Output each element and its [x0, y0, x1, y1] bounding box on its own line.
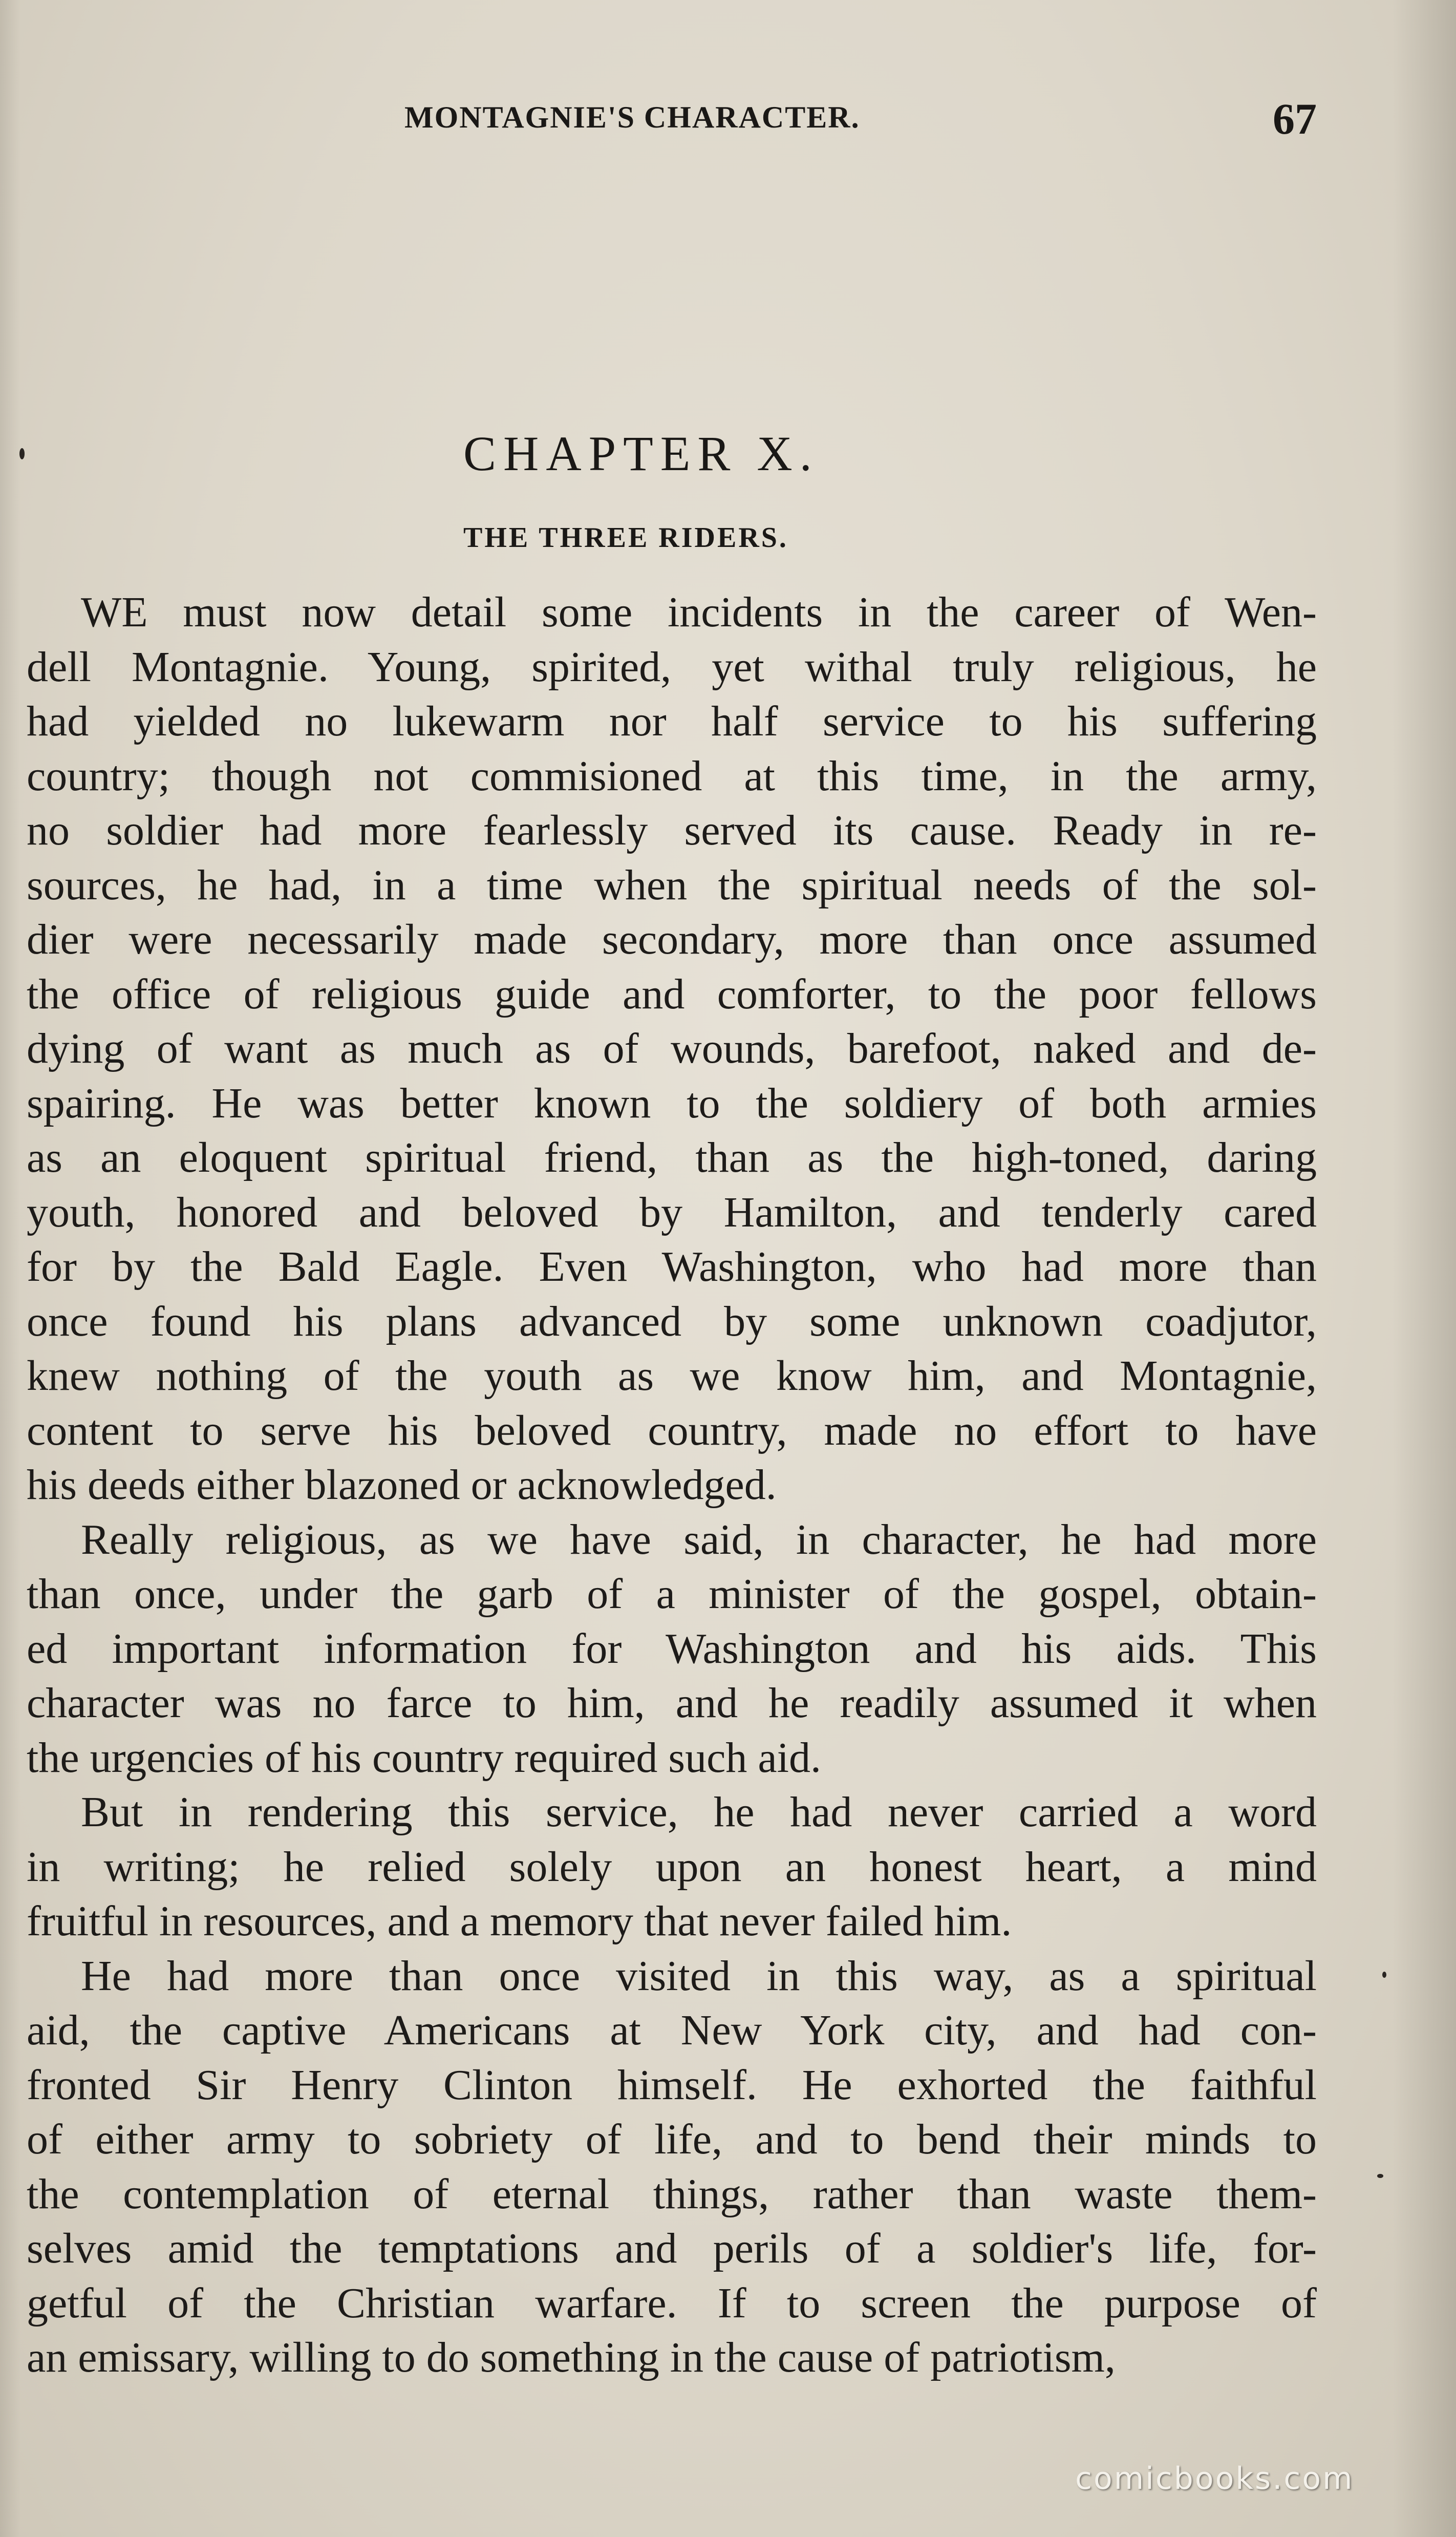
page-number: 67 [1273, 94, 1317, 143]
ink-speck [1377, 2174, 1383, 2178]
text-line: country; though not commisioned at this time, in the army, [27, 752, 1317, 800]
text-line: as an eloquent spiritual friend, than as the high-toned, daring [27, 1134, 1317, 1181]
ink-speck [19, 448, 25, 459]
text-line: content to serve his beloved country, made no effort to have [27, 1406, 1317, 1454]
text-line: ed important information for Washington and his aids. This [27, 1624, 1317, 1673]
paragraph [27, 585, 1317, 1513]
chapter-title: CHAPTER X. [463, 426, 819, 481]
paragraph [27, 1949, 1317, 2385]
paragraph [27, 1785, 1317, 1949]
text-line: character was no farce to him, and he readily assumed it when [27, 1679, 1317, 1727]
text-line: dying of want as much as of wounds, barefoot, naked and de- [27, 1025, 1317, 1072]
text-line: the office of religious guide and comforter, to the poor fellows [27, 970, 1317, 1018]
text-line: once found his plans advanced by some unknown coadjutor, [27, 1297, 1317, 1345]
text-line: spairing. He was better known to the soldiery of both armies [27, 1079, 1317, 1127]
page-edge-shadow-left [0, 0, 20, 2537]
text-line: dier were necessarily made secondary, more than once assumed [27, 916, 1317, 963]
text-line: aid, the captive Americans at New York city, and had con- [27, 2006, 1317, 2054]
text-line: his deeds either blazoned or acknowledged. [27, 1461, 777, 1509]
body-text [27, 585, 1317, 2385]
text-line: youth, honored and beloved by Hamilton, and tenderly cared [27, 1188, 1317, 1236]
text-line: than once, under the garb of a minister of the gospel, obtain- [27, 1570, 1317, 1618]
text-line: He had more than once visited in this way, as a spiritual [81, 1952, 1317, 2000]
text-line: no soldier had more fearlessly served its cause. Ready in re- [27, 807, 1317, 854]
text-line: fruitful in resources, and a memory that never failed him. [27, 1897, 1012, 1945]
running-head: MONTAGNIE'S CHARACTER. [404, 100, 860, 134]
text-line: an emissary, willing to do something in the cause of patriotism, [27, 2334, 1116, 2381]
text-line: WE must now detail some incidents in the career of Wen- [81, 588, 1317, 636]
paragraph [27, 1513, 1317, 1786]
text-line: knew nothing of the youth as we know him, and Montagnie, [27, 1352, 1317, 1400]
ink-speck [1382, 1972, 1386, 1978]
text-line: the contemplation of eternal things, rather than waste them- [27, 2170, 1317, 2218]
text-line: getful of the Christian warfare. If to screen the purpose of [27, 2279, 1317, 2327]
text-line: in writing; he relied solely upon an honest heart, a mind [27, 1843, 1317, 1891]
text-line: sources, he had, in a time when the spiritual needs of the sol- [27, 861, 1317, 909]
text-line: Really religious, as we have said, in character, he had more [81, 1515, 1317, 1563]
text-line: dell Montagnie. Young, spirited, yet withal truly religious, he [27, 643, 1317, 691]
text-line: selves amid the temptations and perils of a soldier's life, for- [27, 2225, 1317, 2272]
text-line: fronted Sir Henry Clinton himself. He exhorted the faithful [27, 2061, 1317, 2109]
text-line: of either army to sobriety of life, and to bend their minds to [27, 2116, 1317, 2163]
text-line: But in rendering this service, he had never carried a word [81, 1788, 1317, 1836]
text-line: the urgencies of his country required such aid. [27, 1733, 821, 1782]
watermark: comicbooks.com [1075, 2461, 1354, 2497]
text-line: for by the Bald Eagle. Even Washington, who had more than [27, 1243, 1317, 1291]
text-line: had yielded no lukewarm nor half service to his suffering [27, 697, 1317, 745]
chapter-subtitle: THE THREE RIDERS. [463, 522, 788, 554]
page-edge-shadow-right [1393, 0, 1456, 2537]
